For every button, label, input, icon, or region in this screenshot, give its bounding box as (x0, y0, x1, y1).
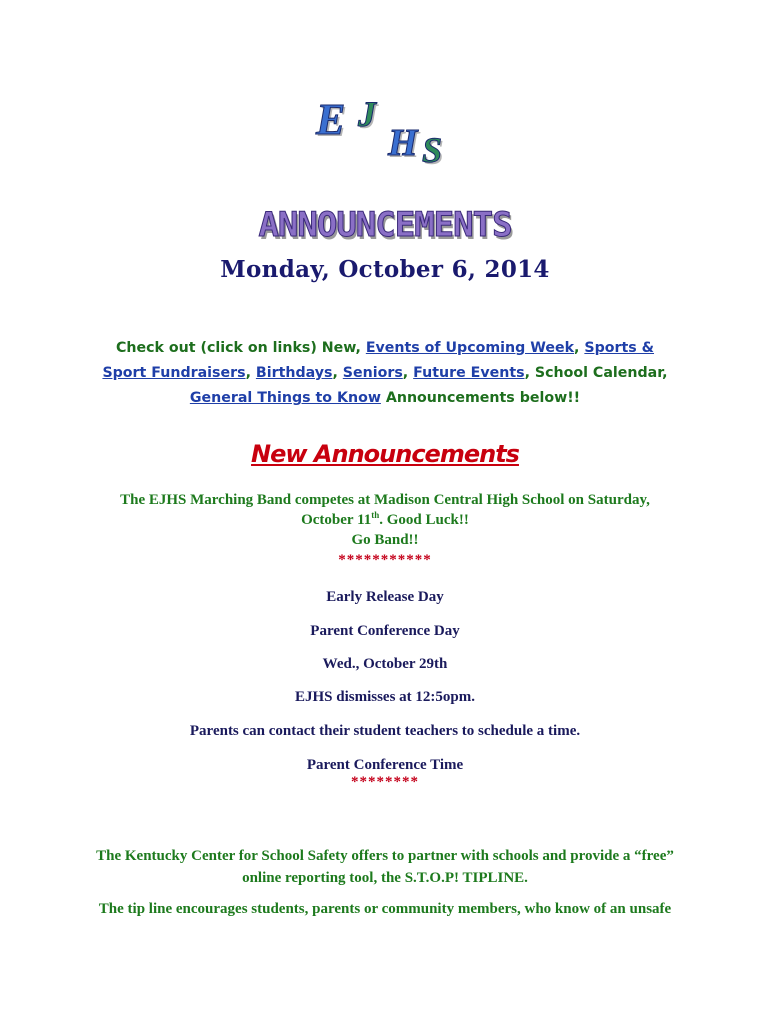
school-calendar-text: School Calendar (534, 365, 663, 381)
divider-stars-2: ******** (351, 774, 419, 790)
logo-letter-s: S (422, 130, 443, 170)
section-heading-new: New Announcements (251, 440, 519, 468)
logo-letter-h: H (388, 122, 418, 164)
band-line-3: Go Band!! (351, 532, 419, 548)
link-birthdays[interactable]: Birthdays (255, 365, 333, 381)
band-good-luck: . Good Luck!! (379, 512, 469, 528)
date-heading: Monday, October 6, 2014 (220, 256, 550, 283)
logo-letter-j: J (358, 94, 376, 134)
divider-stars: *********** (338, 552, 432, 568)
early-release-date: Wed., October 29th (322, 656, 448, 672)
intro-prefix: Check out (click on links) New, (115, 340, 366, 356)
intro-paragraph: Check out (click on links) New, Events of Upcoming Week, Sports & Sport Fundraisers, Birthdays, Seniors, Future Events, School Calendar, General Things to Know Announcements below!! (102, 340, 668, 406)
page-title: ANNOUNCEMENTS (258, 205, 512, 245)
parent-conference-day: Parent Conference Day (310, 623, 460, 639)
band-line-2 (60, 510, 710, 530)
link-seniors[interactable]: Seniors (342, 365, 403, 381)
early-release-title: Early Release Day (326, 589, 444, 605)
band-line-1: The EJHS Marching Band competes at Madison Central High School on Saturday, (120, 492, 650, 508)
contact-teachers: Parents can contact their student teachers to schedule a time. (189, 723, 581, 739)
link-upcoming-week[interactable]: Events of Upcoming Week (365, 340, 575, 356)
intro-suffix: Announcements below!! (380, 390, 581, 406)
parent-conference-time: Parent Conference Time (306, 757, 464, 773)
link-future-events[interactable]: Future Events (413, 365, 525, 381)
band-date-suffix: th (371, 510, 380, 520)
band-date: October 11 (301, 512, 372, 528)
safety-line-3: The tip line encourages students, parents or community members, who know of an unsafe (98, 901, 672, 917)
logo-letter-e: E (316, 95, 346, 144)
link-sports[interactable]: Sports & Sport Fundraisers (102, 340, 655, 381)
band-announcement (60, 490, 710, 570)
safety-announcement (60, 845, 710, 889)
link-general-things[interactable]: General Things to Know (189, 390, 381, 406)
safety-line-1: The Kentucky Center for School Safety offers to partner with schools and provide a “free” (96, 848, 674, 864)
dismissal-time: EJHS dismisses at 12:5opm. (294, 689, 476, 705)
ejhs-logo (300, 92, 470, 184)
safety-line-2: online reporting tool, the S.T.O.P! TIPLINE. (242, 870, 528, 886)
